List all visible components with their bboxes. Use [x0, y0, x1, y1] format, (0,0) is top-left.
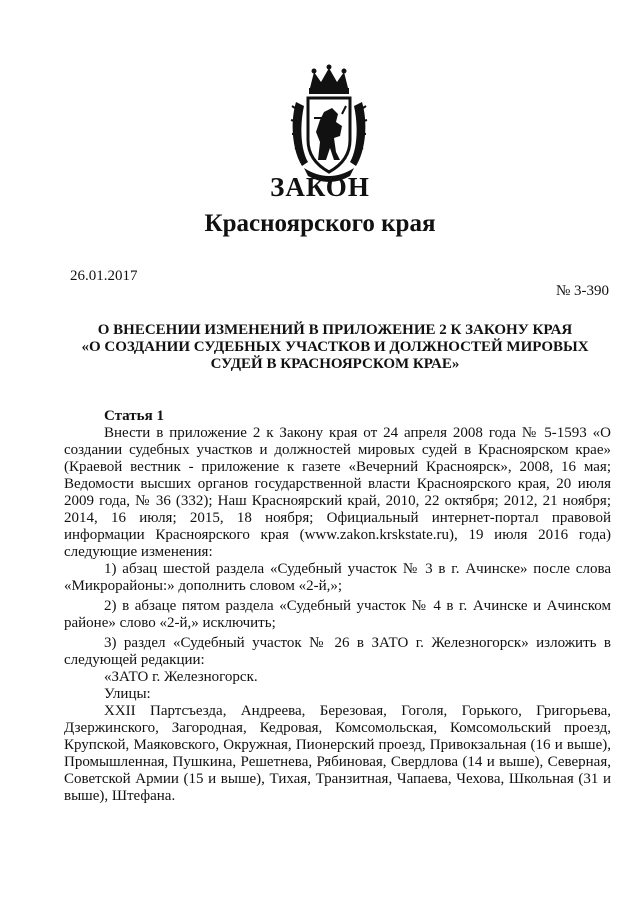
amendment-item-1: 1) абзац шестой раздела «Судебный участок № 3 в г. Ачинске» после слова «Микрорайоны:» дополнить словом «2-й,»; — [64, 561, 611, 594]
quote-line-streets-label: Улицы: — [104, 686, 151, 702]
document-date: 26.01.2017 — [70, 268, 138, 284]
article-title: Статья 1 — [104, 408, 164, 424]
street-list-paragraph: XXII Партсъезда, Андреева, Березовая, Гоголя, Горького, Григорьева, Дзержинского, Загородная, Кедровая, Комсомольская, Комсомольский проезд, Крупской, Маяковского, Окружная, Пионерский проезд, Привокзальная (16 и выше), Промышленная, Пушкина, Решетнева, Рябиновая, Свердлова (14 и выше), Северная, Советской Армии (15 и выше), Тихая, Транзитная, Чапаева, Чехова, Школьная (31 и выше), Штефана. — [64, 703, 611, 804]
amendment-item-3: 3) раздел «Судебный участок № 26 в ЗАТО г. Железногорск» изложить в следующей редакции: — [64, 635, 611, 668]
document-number: № 3-390 — [556, 283, 610, 299]
article-body — [64, 425, 611, 805]
document-subtitle: Красноярского края — [204, 210, 436, 237]
heading-line: О ВНЕСЕНИИ ИЗМЕНЕНИЙ В ПРИЛОЖЕНИЕ 2 К ЗАКОНУ КРАЯ — [97, 322, 573, 338]
article-intro-paragraph: Внести в приложение 2 к Закону края от 24 апреля 2008 года № 5-1593 «О создании судебных участков и должностей мировых судей в Красноярском крае» (Краевой вестник - приложение к газете «Вечерний Красноярск», 2008, 16 мая; Ведомости высших органов государственной власти Красноярского края, 20 июля 2009 года, № 36 (332); Наш Красноярский край, 2010, 22 октября; 2012, 21 ноября; 2014, 16 июля; 2015, 18 ноября; Официальный интернет-портал правовой информации Красноярского края (www.zakon.krskstate.ru), 19 июля 2016 года) следующие изменения: — [64, 425, 611, 560]
amendment-item-2: 2) в абзаце пятом раздела «Судебный участок № 4 в г. Ачинске и Ачинском районе» слово «2-й,» исключить; — [64, 598, 611, 631]
heading-line: СУДЕЙ В КРАСНОЯРСКОМ КРАЕ» — [210, 356, 460, 372]
law-heading — [60, 322, 610, 373]
quote-line-zato: «ЗАТО г. Железногорск. — [104, 669, 258, 685]
document-title: ЗАКОН — [270, 172, 370, 202]
heading-line: «О СОЗДАНИИ СУДЕБНЫХ УЧАСТКОВ И ДОЛЖНОСТЕЙ МИРОВЫХ — [81, 339, 589, 355]
krasnoyarsk-coat-of-arms-icon — [288, 62, 370, 190]
